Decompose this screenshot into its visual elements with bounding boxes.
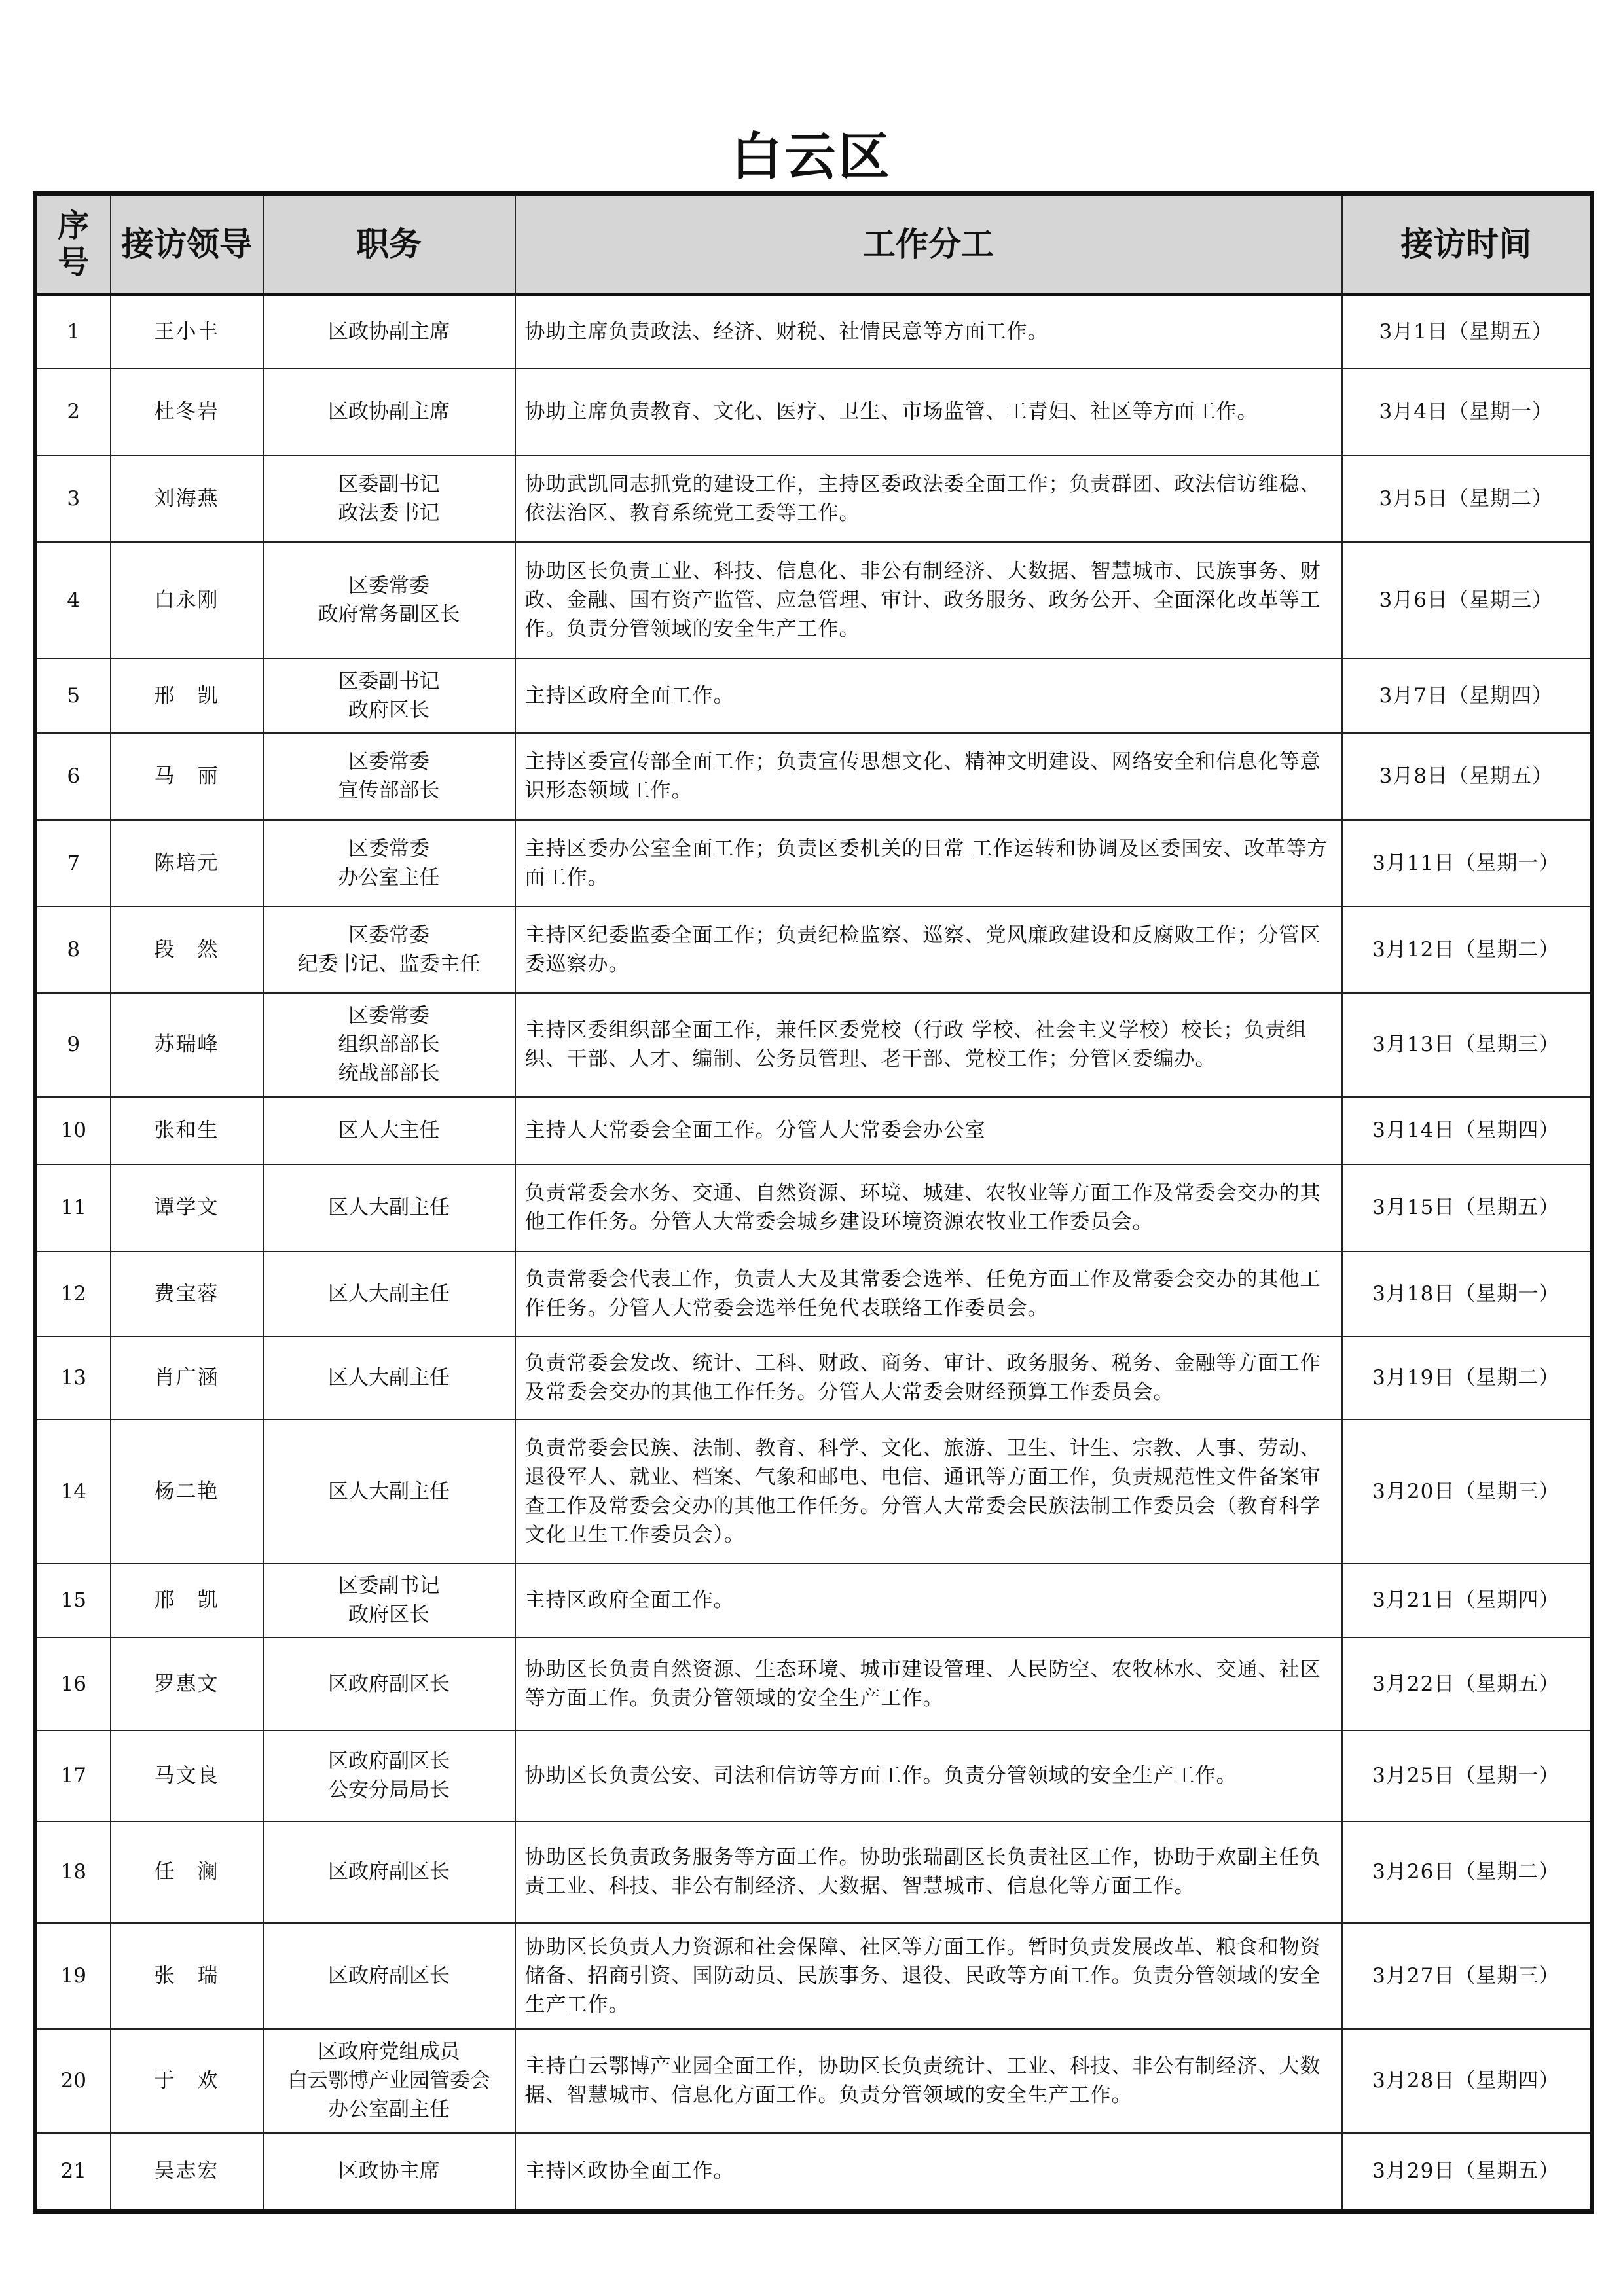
row-seq: 9 [35,993,111,1097]
row-position: 区委副书记 政府区长 [263,658,515,733]
row-position: 区人大主任 [263,1097,515,1164]
row-leader: 邢 凯 [111,1564,263,1638]
header-time: 接访时间 [1342,194,1592,295]
table-row [35,993,1592,1097]
row-leader: 谭学文 [111,1164,263,1251]
row-duty: 协助武凯同志抓党的建设工作，主持区委政法委全面工作；负责群团、政法信访维稳、依法治区、教育系统党工委等工作。 [515,456,1342,542]
row-time: 3月25日（星期一） [1342,1731,1592,1821]
row-seq: 10 [35,1097,111,1164]
table-row [35,1097,1592,1164]
row-position: 区委常委 纪委书记、监委主任 [263,906,515,993]
row-duty: 主持区纪委监委全面工作；负责纪检监察、巡察、党风廉政建设和反腐败工作；分管区委巡察办。 [515,906,1342,993]
row-leader: 肖广涵 [111,1336,263,1420]
row-time: 3月28日（星期四） [1342,2029,1592,2133]
row-position: 区人大副主任 [263,1420,515,1564]
row-leader: 吴志宏 [111,2133,263,2212]
row-time: 3月15日（星期五） [1342,1164,1592,1251]
table-row [35,2029,1592,2133]
row-time: 3月29日（星期五） [1342,2133,1592,2212]
row-duty: 协助区长负责公安、司法和信访等方面工作。负责分管领域的安全生产工作。 [515,1731,1342,1821]
table-row [35,1923,1592,2029]
row-duty: 协助主席负责教育、文化、医疗、卫生、市场监管、工青妇、社区等方面工作。 [515,368,1342,456]
row-position: 区政协副主席 [263,295,515,368]
table-row [35,1336,1592,1420]
row-seq: 8 [35,906,111,993]
table-row [35,1251,1592,1336]
row-duty: 主持区委宣传部全面工作；负责宣传思想文化、精神文明建设、网络安全和信息化等意识形态领域工作。 [515,733,1342,820]
table-row [35,733,1592,820]
row-position: 区委常委 政府常务副区长 [263,542,515,658]
row-position: 区人大副主任 [263,1164,515,1251]
row-time: 3月21日（星期四） [1342,1564,1592,1638]
row-seq: 12 [35,1251,111,1336]
row-seq: 20 [35,2029,111,2133]
row-duty: 主持白云鄂博产业园全面工作，协助区长负责统计、工业、科技、非公有制经济、大数据、智慧城市、信息化方面工作。负责分管领域的安全生产工作。 [515,2029,1342,2133]
row-duty: 协助区长负责工业、科技、信息化、非公有制经济、大数据、智慧城市、民族事务、财政、金融、国有资产监管、应急管理、审计、政务服务、政务公开、全面深化改革等工作。负责分管领域的安全生产工作。 [515,542,1342,658]
row-leader: 费宝蓉 [111,1251,263,1336]
table-row [35,295,1592,368]
row-duty: 协助主席负责政法、经济、财税、社情民意等方面工作。 [515,295,1342,368]
header-position: 职务 [263,194,515,295]
header-leader: 接访领导 [111,194,263,295]
row-time: 3月12日（星期二） [1342,906,1592,993]
row-time: 3月6日（星期三） [1342,542,1592,658]
table-row [35,1821,1592,1923]
row-seq: 16 [35,1638,111,1731]
row-seq: 17 [35,1731,111,1821]
row-position: 区人大副主任 [263,1251,515,1336]
table-row [35,820,1592,906]
row-duty: 负责常委会水务、交通、自然资源、环境、城建、农牧业等方面工作及常委会交办的其他工作任务。分管人大常委会城乡建设环境资源农牧业工作委员会。 [515,1164,1342,1251]
row-leader: 任 澜 [111,1821,263,1923]
row-leader: 张 瑞 [111,1923,263,2029]
row-seq: 4 [35,542,111,658]
header-seq [35,194,111,295]
row-leader: 白永刚 [111,542,263,658]
row-seq: 15 [35,1564,111,1638]
row-seq: 21 [35,2133,111,2212]
row-leader: 邢 凯 [111,658,263,733]
row-position: 区委常委 组织部部长 统战部部长 [263,993,515,1097]
row-time: 3月7日（星期四） [1342,658,1592,733]
row-time: 3月27日（星期三） [1342,1923,1592,2029]
row-position: 区委副书记 政法委书记 [263,456,515,542]
row-time: 3月13日（星期三） [1342,993,1592,1097]
row-leader: 罗惠文 [111,1638,263,1731]
reception-schedule-table [33,191,1594,2214]
row-time: 3月5日（星期二） [1342,456,1592,542]
row-leader: 张和生 [111,1097,263,1164]
header-row [35,194,1592,295]
row-time: 3月19日（星期二） [1342,1336,1592,1420]
row-seq: 6 [35,733,111,820]
header-seq-label: 序 号 [58,207,90,281]
row-seq: 18 [35,1821,111,1923]
row-position: 区委副书记 政府区长 [263,1564,515,1638]
row-leader: 马文良 [111,1731,263,1821]
row-leader: 杨二艳 [111,1420,263,1564]
row-leader: 于 欢 [111,2029,263,2133]
row-position: 区政府副区长 [263,1638,515,1731]
row-time: 3月22日（星期五） [1342,1638,1592,1731]
table-row [35,2133,1592,2212]
row-duty: 主持区政府全面工作。 [515,1564,1342,1638]
row-time: 3月18日（星期一） [1342,1251,1592,1336]
row-duty: 协助区长负责政务服务等方面工作。协助张瑞副区长负责社区工作，协助于欢副主任负责工业、科技、非公有制经济、大数据、智慧城市、信息化等方面工作。 [515,1821,1342,1923]
row-leader: 刘海燕 [111,456,263,542]
row-position: 区委常委 办公室主任 [263,820,515,906]
table-row [35,658,1592,733]
row-time: 3月26日（星期二） [1342,1821,1592,1923]
row-duty: 主持人大常委会全面工作。分管人大常委会办公室 [515,1097,1342,1164]
table-row [35,368,1592,456]
table-row [35,906,1592,993]
row-leader: 王小丰 [111,295,263,368]
table-row [35,542,1592,658]
row-leader: 陈培元 [111,820,263,906]
table-row [35,1731,1592,1821]
row-duty: 主持区委办公室全面工作；负责区委机关的日常 工作运转和协调及区委国安、改革等方面工作。 [515,820,1342,906]
header-duty: 工作分工 [515,194,1342,295]
row-duty: 协助区长负责人力资源和社会保障、社区等方面工作。暂时负责发展改革、粮食和物资储备、招商引资、国防动员、民族事务、退役、民政等方面工作。负责分管领域的安全生产工作。 [515,1923,1342,2029]
table-row [35,1564,1592,1638]
row-seq: 13 [35,1336,111,1420]
row-duty: 负责常委会民族、法制、教育、科学、文化、旅游、卫生、计生、宗教、人事、劳动、退役军人、就业、档案、气象和邮电、电信、通讯等方面工作，负责规范性文件备案审查工作及常委会交办的其他工作任务。分管人大常委会民族法制工作委员会（教育科学文化卫生工作委员会）。 [515,1420,1342,1564]
row-leader: 段 然 [111,906,263,993]
row-time: 3月8日（星期五） [1342,733,1592,820]
row-seq: 1 [35,295,111,368]
row-position: 区人大副主任 [263,1336,515,1420]
row-time: 3月20日（星期三） [1342,1420,1592,1564]
row-seq: 5 [35,658,111,733]
row-seq: 7 [35,820,111,906]
row-duty: 主持区委组织部全面工作，兼任区委党校（行政 学校、社会主义学校）校长；负责组织、干部、人才、编制、公务员管理、老干部、党校工作；分管区委编办。 [515,993,1342,1097]
row-duty: 主持区政协全面工作。 [515,2133,1342,2212]
row-seq: 14 [35,1420,111,1564]
row-time: 3月11日（星期一） [1342,820,1592,906]
row-position: 区政府副区长 [263,1923,515,2029]
row-leader: 杜冬岩 [111,368,263,456]
row-duty: 负责常委会发改、统计、工科、财政、商务、审计、政务服务、税务、金融等方面工作及常委会交办的其他工作任务。分管人大常委会财经预算工作委员会。 [515,1336,1342,1420]
row-time: 3月1日（星期五） [1342,295,1592,368]
row-position: 区政府副区长 公安分局局长 [263,1731,515,1821]
row-position: 区政协副主席 [263,368,515,456]
row-seq: 11 [35,1164,111,1251]
row-duty: 负责常委会代表工作，负责人大及其常委会选举、任免方面工作及常委会交办的其他工作任务。分管人大常委会选举任免代表联络工作委员会。 [515,1251,1342,1336]
page-title: 白云区 [731,128,892,187]
row-time: 3月4日（星期一） [1342,368,1592,456]
row-duty: 主持区政府全面工作。 [515,658,1342,733]
row-duty: 协助区长负责自然资源、生态环境、城市建设管理、人民防空、农牧林水、交通、社区等方面工作。负责分管领域的安全生产工作。 [515,1638,1342,1731]
table-row [35,1638,1592,1731]
row-leader: 马 丽 [111,733,263,820]
table-row [35,1164,1592,1251]
row-seq: 2 [35,368,111,456]
row-seq: 19 [35,1923,111,2029]
table-row [35,456,1592,542]
row-position: 区政协主席 [263,2133,515,2212]
row-leader: 苏瑞峰 [111,993,263,1097]
row-position: 区政府党组成员 白云鄂博产业园管委会 办公室副主任 [263,2029,515,2133]
row-position: 区委常委 宣传部部长 [263,733,515,820]
row-position: 区政府副区长 [263,1821,515,1923]
row-time: 3月14日（星期四） [1342,1097,1592,1164]
row-seq: 3 [35,456,111,542]
table-row [35,1420,1592,1564]
